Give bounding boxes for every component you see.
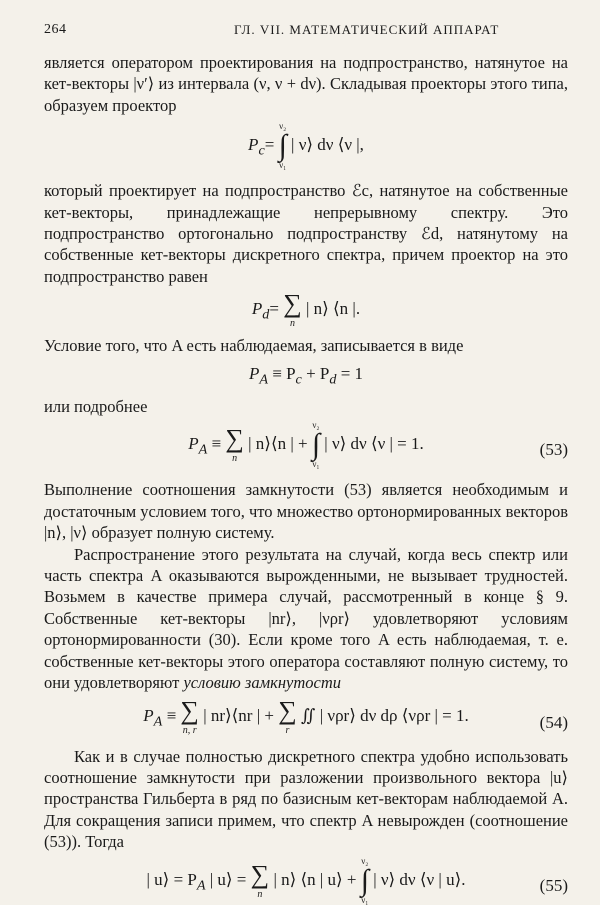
eq53-lhs: P xyxy=(188,434,199,454)
eq55-mid: | n⟩ ⟨n | u⟩ + xyxy=(273,869,361,889)
eq-pd-lhs: P xyxy=(251,299,263,319)
paragraph-1: является оператором проектирования на подпространство, натянутое на кет-векторы |ν′⟩ из интервала (ν, ν + dν). Складывая проекторы этого типа, образуем проектор xyxy=(44,53,568,115)
equation-pa-short xyxy=(44,363,568,390)
equation-number-53: (53) xyxy=(539,440,568,460)
eq53-op: ≡ xyxy=(207,434,226,454)
eq-pc-lhs: P xyxy=(248,135,259,155)
eq54-lhs: P xyxy=(143,705,154,725)
sum-sub: n xyxy=(232,453,238,465)
equation-54 xyxy=(44,695,568,736)
eq-pa-c-sub: d xyxy=(329,371,337,388)
int-lower-limit: ν₁ xyxy=(361,894,369,905)
sum-sub: r xyxy=(285,724,290,736)
int-lower-limit: ν₁ xyxy=(312,459,320,470)
eq53-lhs-sub: A xyxy=(198,441,208,458)
equation-number-55: (55) xyxy=(539,875,568,895)
paragraph-6-text: Распространение этого результата на случай, когда весь спектр или часть спектра A оказываются вырожденными, не вызывает трудностей. Возьмем в качестве примера случай, рассмотренный в конце § 9. Собственные кет-векторы |nr⟩, |νρr⟩ удовлетворяют условиям ортонормированности (30). Если кроме того A есть наблюдаемая, т. е. собственные кет-векторы этого оператора составляют полную систему, то они удовлетворяют xyxy=(44,544,568,693)
sum-sub: n xyxy=(289,318,295,330)
eq53-mid: | n⟩⟨n | + xyxy=(248,434,312,454)
eq-pa-b-sub: c xyxy=(295,371,302,388)
eq-pa-c: + P xyxy=(301,363,330,383)
eq-pa-a-sub: A xyxy=(259,371,268,388)
equation-pc: $P_c=$ ν₂ ∫ ν₁ | ν⟩ dν ⟨ν |, xyxy=(248,121,364,171)
int-lower-limit: ν₁ xyxy=(279,160,287,171)
eq54-op: ≡ xyxy=(162,705,181,725)
paragraph-3: Условие того, что A есть наблюдаемая, записывается в виде xyxy=(44,336,464,356)
eq-pa-d: = 1 xyxy=(336,363,364,383)
eq-pc-lhs-sub: c xyxy=(258,142,265,159)
equation-number-54: (54) xyxy=(539,712,568,732)
eq55-lhs2: | u⟩ = xyxy=(205,869,251,889)
equation-pd: $P_d=$ ∑ n | n⟩ ⟨n |. xyxy=(251,289,361,330)
eq-pa-b: ≡ P xyxy=(267,363,296,383)
paragraph-6 xyxy=(44,544,568,694)
eq54-rest: ∬ | νρr⟩ dν dρ ⟨νρr | = 1. xyxy=(301,705,469,725)
sum-sign: ∑ r xyxy=(278,695,297,736)
paragraph-5: Выполнение соотношения замкнутости (53) является необходимым и достаточным условием того, что множество ортонормированных векторов |n⟩, |ν⟩ образует полную систему. xyxy=(44,480,568,543)
int-upper-limit: ν₂ xyxy=(312,420,320,431)
sum-sub: n xyxy=(257,888,263,900)
int-upper-limit: ν₂ xyxy=(361,855,369,866)
sum-sub: n, r xyxy=(182,724,197,736)
paragraph-4: или подробнее xyxy=(44,397,148,417)
integral-sign: ν₂ ∫ ν₁ xyxy=(278,121,287,171)
eq55-rest: | ν⟩ dν ⟨ν | u⟩. xyxy=(373,869,466,889)
sum-sign: ∑ n xyxy=(225,424,244,465)
page-number: 264 xyxy=(44,22,67,37)
integral-sign: ν₂ ∫ ν₁ xyxy=(360,855,369,905)
running-title: ГЛ. VII. МАТЕМАТИЧЕСКИЙ АППАРАТ xyxy=(234,22,500,37)
sum-sign: ∑ n, r xyxy=(180,695,199,736)
sum-sign: ∑ n xyxy=(283,289,302,330)
eq-pd-rest: | n⟩ ⟨n |. xyxy=(306,299,361,319)
equation-55 xyxy=(44,857,568,905)
eq55-lhs-sub: A xyxy=(196,876,206,893)
int-upper-limit: ν₂ xyxy=(279,121,287,132)
equation-53 xyxy=(44,421,568,469)
eq-pa-a: P xyxy=(248,363,260,383)
paragraph-6-emphasis: условию замкнутости xyxy=(183,673,342,693)
page-body xyxy=(44,52,568,905)
eq-pd-lhs-sub: d xyxy=(262,306,270,323)
eq-pc-rest: | ν⟩ dν ⟨ν |, xyxy=(291,135,364,155)
paragraph-2: который проектирует на подпространство ℰc, натянутое на собственные кет-векторы, принадлежащие непрерывному спектру. Это подпространство ортогонально подпространству ℰd, натянутому на собственные кет-векторы дискретного спектра, причем проектор на это подпространство равен xyxy=(44,181,568,286)
paragraph-7: Как и в случае полностью дискретного спектра удобно использовать соотношение замкнутости при разложении произвольного вектора |u⟩ пространства Гильберта в ряд по базисным кет-векторам наблюдаемой A. Для сокращения записи примем, что спектр A невырожден (соотношение (53)). Тогда xyxy=(44,746,568,852)
eq54-lhs-sub: A xyxy=(153,712,163,729)
sum-sign: ∑ n xyxy=(250,859,270,900)
eq55-lhs: | u⟩ = P xyxy=(146,869,197,889)
eq53-rest: | ν⟩ dν ⟨ν | = 1. xyxy=(324,434,424,454)
integral-sign: ν₂ ∫ ν₁ xyxy=(311,420,321,470)
eq54-mid: | nr⟩⟨nr | + xyxy=(203,705,279,725)
